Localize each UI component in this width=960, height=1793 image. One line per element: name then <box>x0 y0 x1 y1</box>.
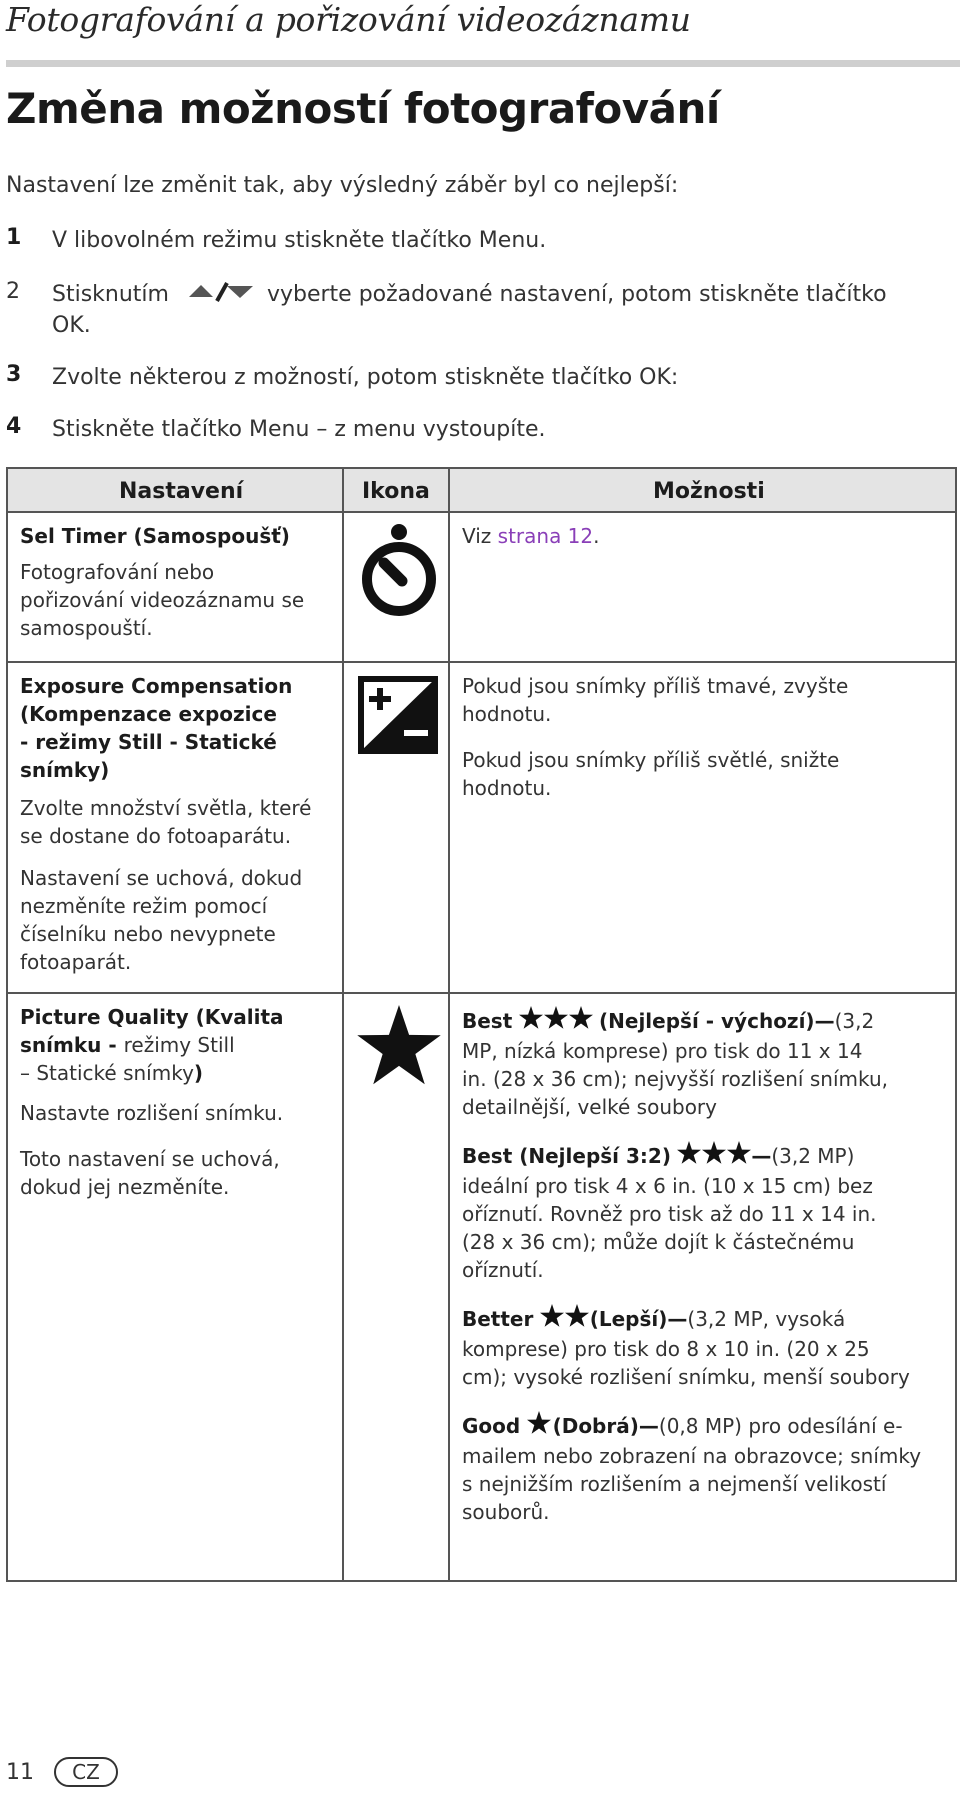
step-text-line2: OK. <box>52 313 91 338</box>
option-darker: Pokud jsou snímky příliš tmavé, zvyšte hodnotu. <box>462 674 849 726</box>
setting-description: Fotografování nebo pořizování videozáznamu se samospouští. <box>20 560 305 640</box>
column-divider <box>342 469 344 1580</box>
row-divider <box>8 661 955 663</box>
three-stars-icon <box>677 1141 751 1172</box>
step-text: Stiskněte tlačítko Menu – z menu vystoupíte. <box>52 417 546 442</box>
table-row-exposure-options <box>462 672 942 802</box>
step-text-before: Stisknutím <box>52 282 169 307</box>
two-stars-icon <box>540 1304 590 1335</box>
three-stars-icon <box>519 1006 593 1037</box>
step-number: 4 <box>6 414 22 439</box>
up-down-arrows-icon <box>187 282 255 302</box>
column-header-options: Možnosti <box>653 479 765 504</box>
language-badge: CZ <box>54 1757 118 1787</box>
table-row-self-timer-options: Viz strana 12. <box>462 524 600 548</box>
page-link[interactable]: strana 12 <box>497 524 594 548</box>
step-number: 2 <box>6 279 20 304</box>
step-number: 1 <box>6 225 22 250</box>
intro-text: Nastavení lze změnit tak, aby výsledný záběr byl co nejlepší: <box>6 173 679 198</box>
table-row-quality-setting <box>20 1003 338 1201</box>
setting-note: Toto nastavení se uchová, dokud jej nezměníte. <box>20 1147 280 1199</box>
option-better: Better (Lepší)—(3,2 MP, vysoká komprese) pro tisk do 8 x 10 in. (20 x 25 cm); vysoké rozlišení snímku, menší soubory <box>462 1304 950 1391</box>
table-row-quality-options <box>462 1006 950 1526</box>
option-lighter: Pokud jsou snímky příliš světlé, snižte hodnotu. <box>462 748 840 800</box>
column-divider <box>448 469 450 1580</box>
setting-title: Sel Timer (Samospoušť) <box>20 524 290 548</box>
table-row-exposure-setting <box>20 672 338 976</box>
exposure-compensation-icon <box>358 676 438 754</box>
table-header-row <box>8 469 955 513</box>
option-best-3-2: Best (Nejlepší 3:2) —(3,2 MP) ideální pro tisk 4 x 6 in. (10 x 15 cm) bez oříznutí. Rovněž pro tisk až do 11 x 14 in. (28 x 36 cm); může dojít k částečnému oříznutí. <box>462 1141 950 1284</box>
page-number: 11 <box>6 1760 34 1785</box>
setting-note: Nastavení se uchová, dokud nezměníte režim pomocí číselníku nebo nevypnete fotoaparát. <box>20 866 303 974</box>
option-good: Good (Dobrá)—(0,8 MP) pro odesílání e- mailem nebo zobrazení na obrazovce; snímky s nejnižším rozlišením a nejmenší velikostí souborů. <box>462 1411 950 1526</box>
title-rule <box>6 60 960 67</box>
step-text: Zvolte některou z možností, potom stiskněte tlačítko OK: <box>52 365 679 390</box>
setting-title: Picture Quality (Kvalita snímku - režimy Still – Statické snímky) <box>20 1005 284 1085</box>
one-star-icon <box>527 1411 553 1442</box>
setting-title: Exposure Compensation (Kompenzace expozice - režimy Still - Statické snímky) <box>20 674 293 782</box>
table-row-self-timer-setting <box>20 522 338 642</box>
row-divider <box>8 992 955 994</box>
section-title: Fotografování a pořizování videozáznamu <box>6 0 691 39</box>
setting-description: Zvolte množství světla, které se dostane do fotoaparátu. <box>20 796 312 848</box>
step-text: V libovolném režimu stiskněte tlačítko Menu. <box>52 228 547 253</box>
column-header-setting: Nastavení <box>119 479 244 504</box>
page-heading: Změna možností fotografování <box>6 84 720 133</box>
column-header-icon: Ikona <box>362 479 430 504</box>
settings-table <box>6 467 957 1582</box>
self-timer-icon <box>358 523 440 619</box>
step-number: 3 <box>6 362 22 387</box>
option-best: Best (Nejlepší - výchozí)—(3,2 MP, nízká komprese) pro tisk do 11 x 14 in. (28 x 36 cm); nejvyšší rozlišení snímku, detailnější, velké soubory <box>462 1006 950 1121</box>
setting-description: Nastavte rozlišení snímku. <box>20 1101 284 1125</box>
step-text-after: vyberte požadované nastavení, potom stiskněte tlačítko <box>266 282 887 307</box>
star-icon <box>357 1005 441 1085</box>
